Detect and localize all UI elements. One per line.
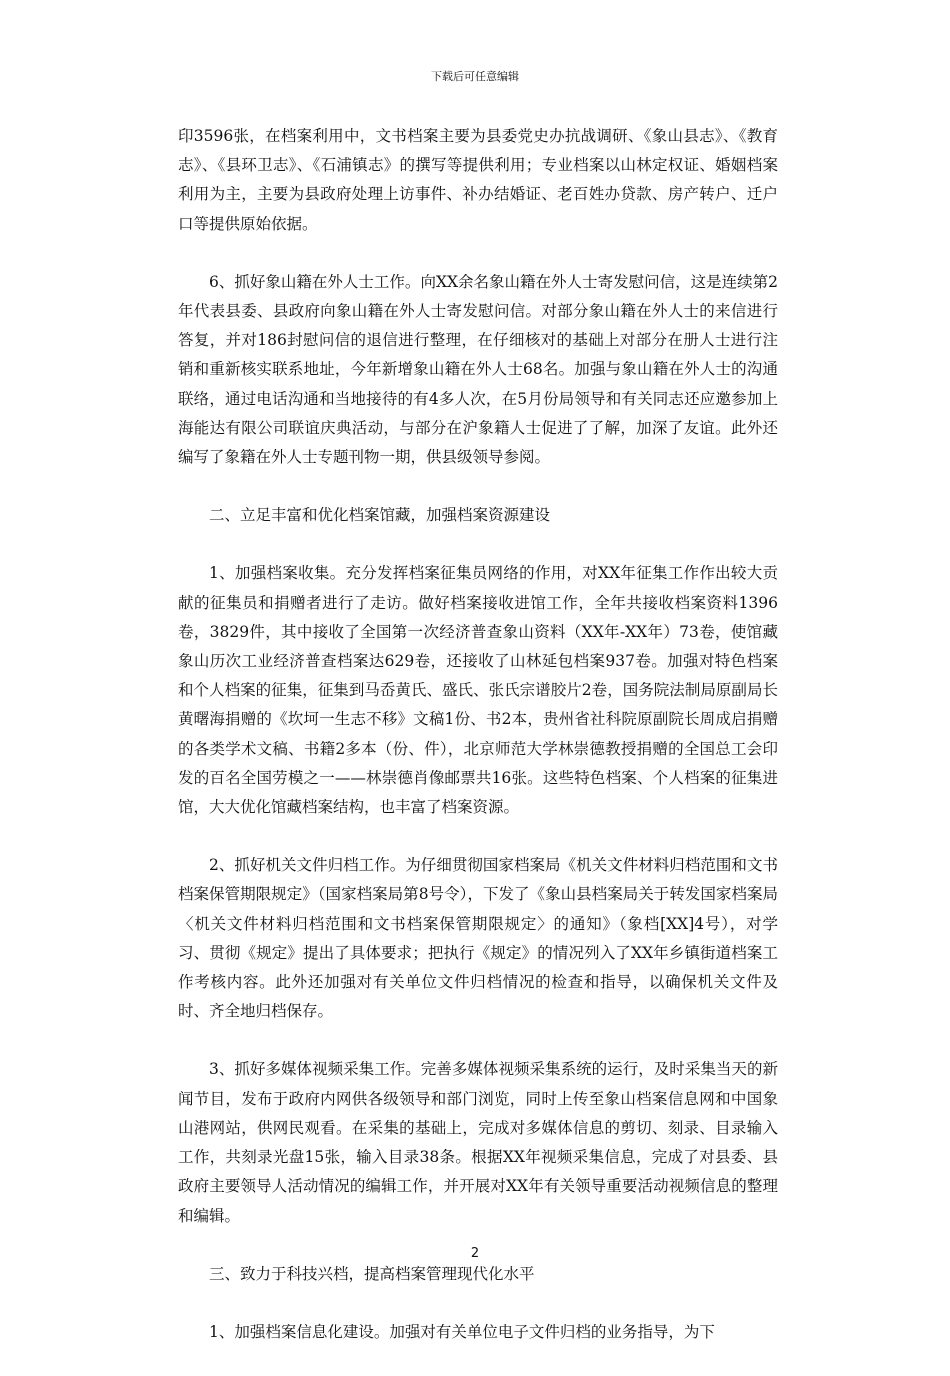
paragraph-archive-usage: 印3596张，在档案利用中，文书档案主要为县委党史办抗战调研、《象山县志》、《教育志》、《县环卫志》、《石浦镇志》的撰写等提供利用；专业档案以山林定权证、婚姻档案利用为主，主要为县政府处理上访事件、补办结婚证、老百姓办贷款、房产转户、迁户口等提供原始依据。 (178, 127, 778, 233)
section-heading-3: 三、致力于科技兴档，提高档案管理现代化水平 (209, 1264, 535, 1283)
paragraph-overseas-natives: 6、抓好象山籍在外人士工作。向XX余名象山籍在外人士寄发慰问信，这是连续第2年代表县委、县政府向象山籍在外人士寄发慰问信。对部分象山籍在外人士的来信进行答复，并对186封慰问信的退信进行整理，在仔细核对的基础上对部分在册人士进行注销和重新核实联系地址，今年新增象山籍在外人士68名。加强与象山籍在外人士的沟通联络，通过电话沟通和当地接待的有4多人次，在5月份局领导和有关同志还应邀参加上海能达有限公司联谊庆典活动，与部分在沪象籍人士促进了了解，加深了友谊。此外还编写了象籍在外人士专题刊物一期，供县级领导参阅。 (178, 272, 778, 467)
page-number: 2 (470, 1246, 480, 1261)
paragraph-multimedia-capture: 3、抓好多媒体视频采集工作。完善多媒体视频采集系统的运行，及时采集当天的新闻节目，发布于政府内网供各级领导和部门浏览，同时上传至象山档案信息网和中国象山港网站，供网民观看。在采集的基础上，完成对多媒体信息的剪切、刻录、目录输入工作，共刻录光盘15张，输入目录38条。根据XX年视频采集信息，完成了对县委、县政府主要领导人活动情况的编辑工作，并开展对XX年有关领导重要活动视频信息的整理和编辑。 (178, 1060, 778, 1225)
paragraph-archive-collection: 1、加强档案收集。充分发挥档案征集员网络的作用，对XX年征集工作作出较大贡献的征集员和捐赠者进行了走访。做好档案接收进馆工作，全年共接收档案资料1396卷，3829件，其中接收了全国第一次经济普查象山资料（XX年-XX年）73卷，使馆藏象山历次工业经济普查档案达629卷，还接收了山林延包档案937卷。加强对特色档案和个人档案的征集，征集到马岙黄氏、盛氏、张氏宗谱胶片2卷，国务院法制局原副局长黄曙海捐赠的《坎坷一生志不移》文稿1份、书2本，贵州省社科院原副院长周成启捐赠的各类学术文稿、书籍2多本（份、件），北京师范大学林崇德教授捐赠的全国总工会印发的百名全国劳模之一——林崇德肖像邮票共16张。这些特色档案、个人档案的征集进馆，大大优化馆藏档案结构，也丰富了档案资源。 (178, 564, 778, 817)
document-body (178, 122, 778, 1376)
section-heading-2: 二、立足丰富和优化档案馆藏，加强档案资源建设 (209, 506, 551, 525)
paragraph-document-filing: 2、抓好机关文件归档工作。为仔细贯彻国家档案局《机关文件材料归档范围和文书档案保管期限规定》（国家档案局第8号令），下发了《象山县档案局关于转发国家档案局〈机关文件材料归档范围和文书档案保管期限规定〉的通知》（象档[XX]4号），对学习、贯彻《规定》提出了具体要求；把执行《规定》的情况列入了XX年乡镇街道档案工作考核内容。此外还加强对有关单位文件归档情况的检查和指导，以确保机关文件及时、齐全地归档保存。 (178, 856, 778, 1021)
paragraph-informatization: 1、加强档案信息化建设。加强对有关单位电子文件归档的业务指导，为下 (209, 1322, 715, 1341)
page-header: 下载后可任意编辑 (431, 70, 519, 83)
